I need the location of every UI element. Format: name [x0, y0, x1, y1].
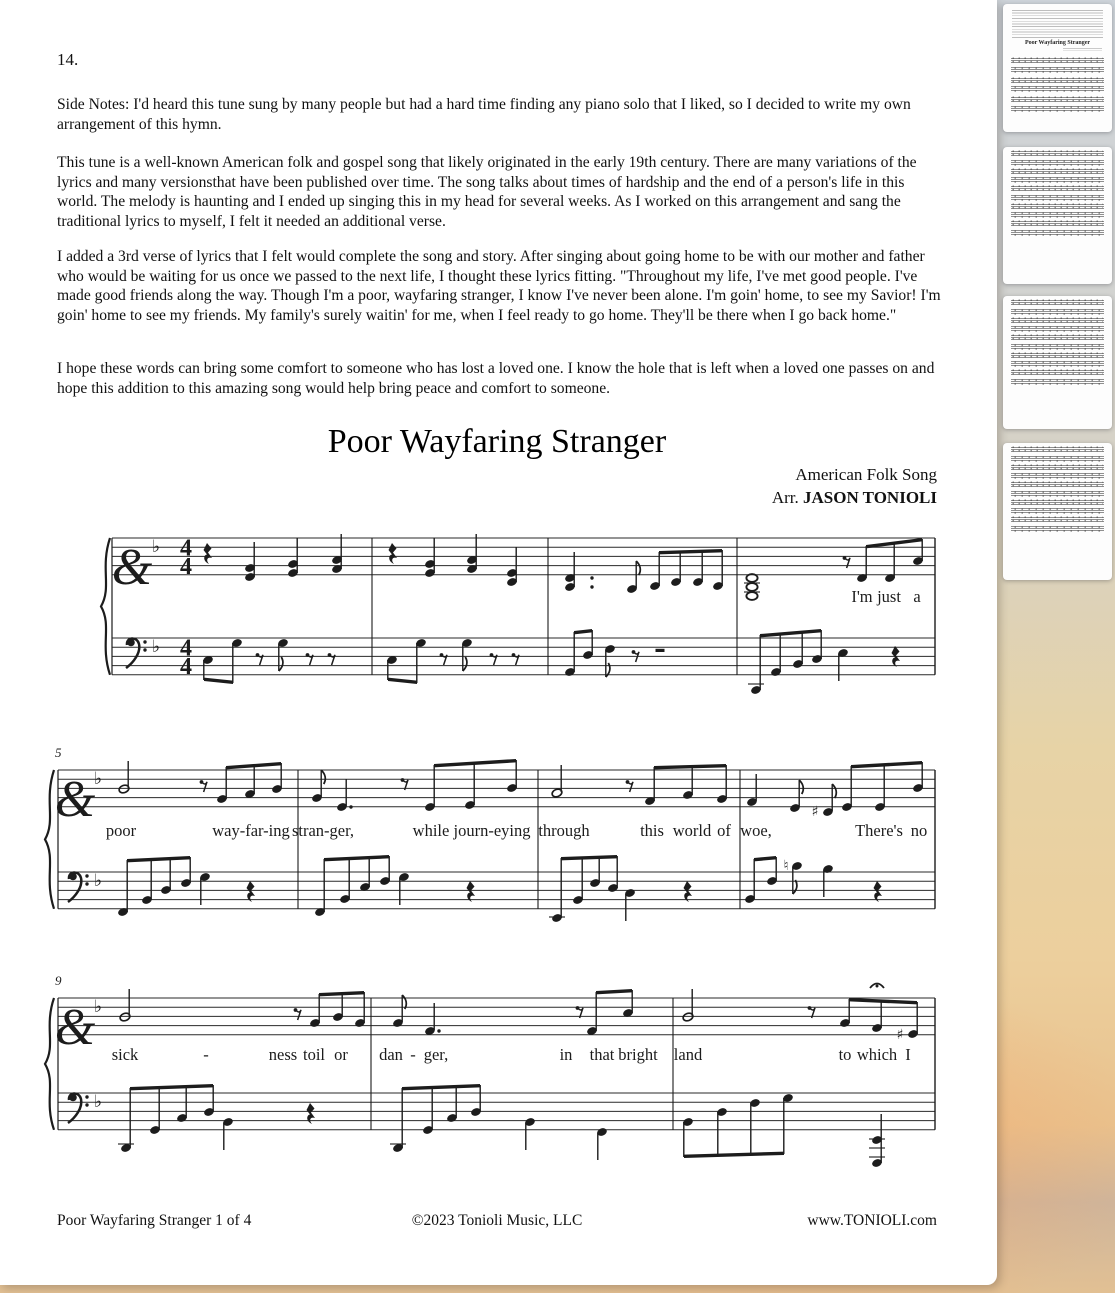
svg-text:world: world — [672, 821, 712, 840]
side-notes-paragraph: Side Notes: I'd heard this tune sung by many people but had a hard time finding any piano solo that I liked, so I decided to write my own arrangement of this hymn. — [57, 96, 911, 133]
svg-text:I: I — [905, 1045, 911, 1064]
thumbnail-page-1[interactable] — [1003, 4, 1112, 132]
svg-text:♯: ♯ — [896, 1027, 904, 1043]
footer-website[interactable]: www.TONIOLI.com — [807, 1212, 937, 1229]
svg-text:4: 4 — [180, 535, 192, 562]
thumbnail-music-system — [1011, 447, 1104, 461]
svg-text:♭: ♭ — [93, 997, 103, 1018]
thumbnail-music-system — [1011, 221, 1104, 235]
footer-title-page: Poor Wayfaring Stranger 1 of 4 — [57, 1212, 252, 1229]
svg-text:bright: bright — [618, 1045, 658, 1064]
svg-text:&: & — [54, 770, 96, 828]
svg-text:4: 4 — [180, 653, 192, 680]
thumbnail-page-4[interactable] — [1003, 443, 1112, 580]
svg-text:woe,: woe, — [740, 821, 772, 840]
svg-text:There's: There's — [855, 821, 903, 840]
svg-text:to: to — [838, 1045, 852, 1064]
svg-text:journ-eying: journ-eying — [453, 821, 531, 840]
svg-text:ger,: ger, — [423, 1045, 449, 1064]
svg-text:♯: ♯ — [811, 804, 819, 820]
svg-text:sick: sick — [111, 1045, 139, 1064]
thumbnail-page-3[interactable] — [1003, 296, 1112, 429]
third-verse-paragraph: I added a 3rd verse of lyrics that I felt would complete the song and story. After singing about going home to be with our mother and father who would be waiting for us once we passed to the next life, I thought these lyrics fitting. "Throughout my life, I've met good people. I've made good friends along the way. Though I'm a poor, wayfaring stranger, I know I've never been alone. I'm goin' home, to see my Savior! I'm goin' home to see my friends. My family's surely waitin' for me, when I feel ready to go home. They'll be there when I go back home." — [57, 248, 941, 324]
svg-text:&: & — [54, 998, 96, 1056]
svg-text:&: & — [111, 538, 153, 596]
svg-text:a: a — [913, 587, 921, 606]
svg-text:in: in — [559, 1045, 573, 1064]
thumbnail-music-system — [1011, 300, 1104, 314]
thumbnail-music-system — [1011, 318, 1104, 332]
thumbnail-music-system — [1011, 353, 1104, 367]
thumbnail-music-system — [1011, 97, 1104, 111]
svg-text:♭: ♭ — [93, 1092, 103, 1113]
svg-text:-: - — [203, 1045, 209, 1064]
thumbnail-text-block — [1012, 10, 1103, 38]
thumbnail-title: Poor Wayfaring Stranger — [1024, 40, 1091, 46]
thumbnail-music-system — [1011, 169, 1104, 183]
svg-text:or: or — [334, 1045, 348, 1064]
svg-text:I'm: I'm — [851, 587, 873, 606]
svg-text:dan: dan — [379, 1045, 403, 1064]
credit-folk-song: American Folk Song — [795, 465, 937, 484]
svg-text:ness: ness — [268, 1045, 298, 1064]
svg-text:that: that — [589, 1045, 615, 1064]
thumbnail-music-system — [1011, 204, 1104, 218]
thumbnail-page-2[interactable] — [1003, 147, 1112, 284]
svg-text:-: - — [410, 1045, 416, 1064]
svg-text:toil: toil — [302, 1045, 326, 1064]
svg-text:♮: ♮ — [783, 858, 789, 874]
credit-arranger: Arr. JASON TONIOLI — [771, 488, 937, 507]
svg-text:just: just — [877, 587, 901, 606]
svg-text:4: 4 — [180, 553, 192, 580]
page-thumbnail-sidebar — [1000, 0, 1115, 1293]
svg-text:♭: ♭ — [93, 871, 103, 892]
thumbnail-music-system — [1011, 335, 1104, 349]
svg-text:which: which — [856, 1045, 898, 1064]
svg-text:♭: ♭ — [93, 769, 103, 790]
thumbnail-music-system — [1011, 465, 1104, 479]
svg-text:this: this — [640, 821, 664, 840]
svg-text:of: of — [717, 821, 731, 840]
svg-text:♭: ♭ — [151, 637, 161, 658]
thumbnail-credit-lines — [1063, 48, 1102, 52]
svg-text:♭: ♭ — [151, 537, 161, 558]
thumbnail-music-system — [1011, 370, 1104, 384]
thumbnail-music-system — [1011, 482, 1104, 496]
svg-text:way-far-ing: way-far-ing — [212, 821, 290, 840]
thumbnail-music-system — [1011, 78, 1104, 92]
svg-text:no: no — [910, 821, 928, 840]
svg-text:land: land — [673, 1045, 703, 1064]
song-title: Poor Wayfaring Stranger — [327, 423, 667, 460]
comfort-paragraph: I hope these words can bring some comfort to someone who has lost a loved one. I know the hole that is left when a loved one passes on and hope this addition to this amazing song would help bring peace and comfort to someone. — [57, 360, 935, 397]
history-paragraph: This tune is a well-known American folk and gospel song that likely originated in the early 19th century. There are many variations of the lyrics and many versionsthat have been published over time. The song talks about times of hardship and the end of a person's life in this world. The melody is haunting and I ended up singing this in my head for several weeks. As I worked on this arrangement and sang the traditional lyrics to myself, I felt it needed an additional verse. — [57, 154, 917, 230]
page-number: 14. — [57, 50, 79, 69]
svg-text:5: 5 — [55, 745, 62, 760]
svg-text:while: while — [412, 821, 450, 840]
svg-text:poor: poor — [105, 821, 137, 840]
thumbnail-music-system — [1011, 500, 1104, 514]
svg-text:4: 4 — [180, 635, 192, 662]
thumbnail-music-system — [1011, 58, 1104, 72]
thumbnail-music-system — [1011, 151, 1104, 165]
footer-copyright: ©2023 Tonioli Music, LLC — [411, 1212, 583, 1229]
svg-text:through: through — [538, 821, 590, 840]
svg-text:9: 9 — [55, 973, 62, 988]
thumbnail-music-system — [1011, 517, 1104, 531]
thumbnail-music-system — [1011, 186, 1104, 200]
svg-text:stran-ger,: stran-ger, — [291, 821, 355, 840]
